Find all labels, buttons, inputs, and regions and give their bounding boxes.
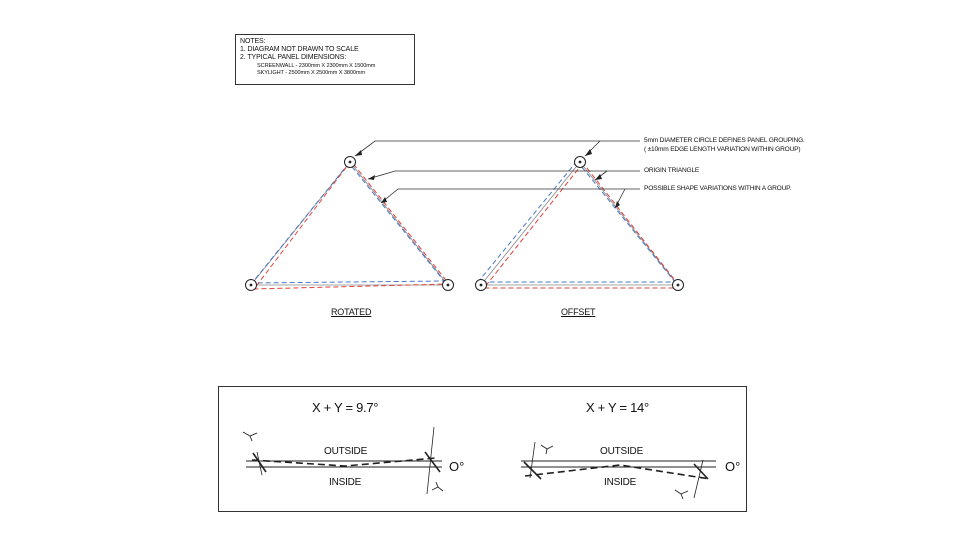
rotated-triangle-group — [246, 157, 454, 291]
leader-text-origin: ORIGIN TRIANGLE — [644, 167, 700, 174]
offset-triangle-group — [476, 157, 684, 291]
inside-label-right: INSIDE — [604, 477, 637, 488]
vertex-circle-right-rotated — [443, 280, 454, 291]
leader-lines — [355, 141, 640, 208]
notes-box — [235, 34, 415, 85]
blue-variation-rotated — [252, 163, 444, 283]
angle-label-right: O° — [725, 459, 741, 474]
leader-text-variations: POSSIBLE SHAPE VARIATIONS WITHIN A GROUP. — [644, 185, 792, 192]
vertex-circle-left-offset — [476, 280, 487, 291]
leader-text-circle-2: ( ±10mm EDGE LENGTH VARIATION WITHIN GROUP) — [644, 146, 801, 153]
inside-label-left: INSIDE — [329, 477, 362, 488]
notes-item-2a: SCREENWALL - 2300mm X 2300mm X 1500mm — [257, 62, 376, 69]
notes-item-2: 2. TYPICAL PANEL DIMENSIONS: — [240, 54, 347, 62]
blue-variation-offset — [478, 161, 675, 282]
leader-text-circle-1: 5mm DIAMETER CIRCLE DEFINES PANEL GROUPING. — [644, 137, 805, 144]
outside-label-right: OUTSIDE — [600, 446, 644, 457]
origin-triangle-rotated — [251, 162, 448, 285]
angle-label-left: O° — [449, 459, 465, 474]
vertex-circle-right-offset — [673, 280, 684, 291]
leader-variations — [381, 189, 640, 203]
detail-box — [218, 386, 747, 512]
vertex-circle-left-rotated — [246, 280, 257, 291]
label-offset: OFFSET — [561, 307, 596, 317]
notes-item-1: 1. DIAGRAM NOT DRAWN TO SCALE — [240, 46, 359, 54]
notes-item-2b: SKYLIGHT - 2500mm X 2500mm X 3800mm — [257, 69, 366, 76]
red-variation-offset — [484, 163, 681, 288]
notes-heading: NOTES: — [240, 38, 266, 45]
origin-triangle-offset — [481, 162, 678, 285]
vertex-circle-top-offset — [575, 157, 586, 168]
red-variation-rotated — [254, 161, 449, 289]
outside-label-left: OUTSIDE — [324, 446, 368, 457]
equation-left: X + Y = 9.7° — [312, 400, 379, 415]
equation-right: X + Y = 14° — [586, 400, 649, 415]
label-rotated: ROTATED — [331, 307, 372, 317]
vertex-circle-top-rotated — [345, 157, 356, 168]
